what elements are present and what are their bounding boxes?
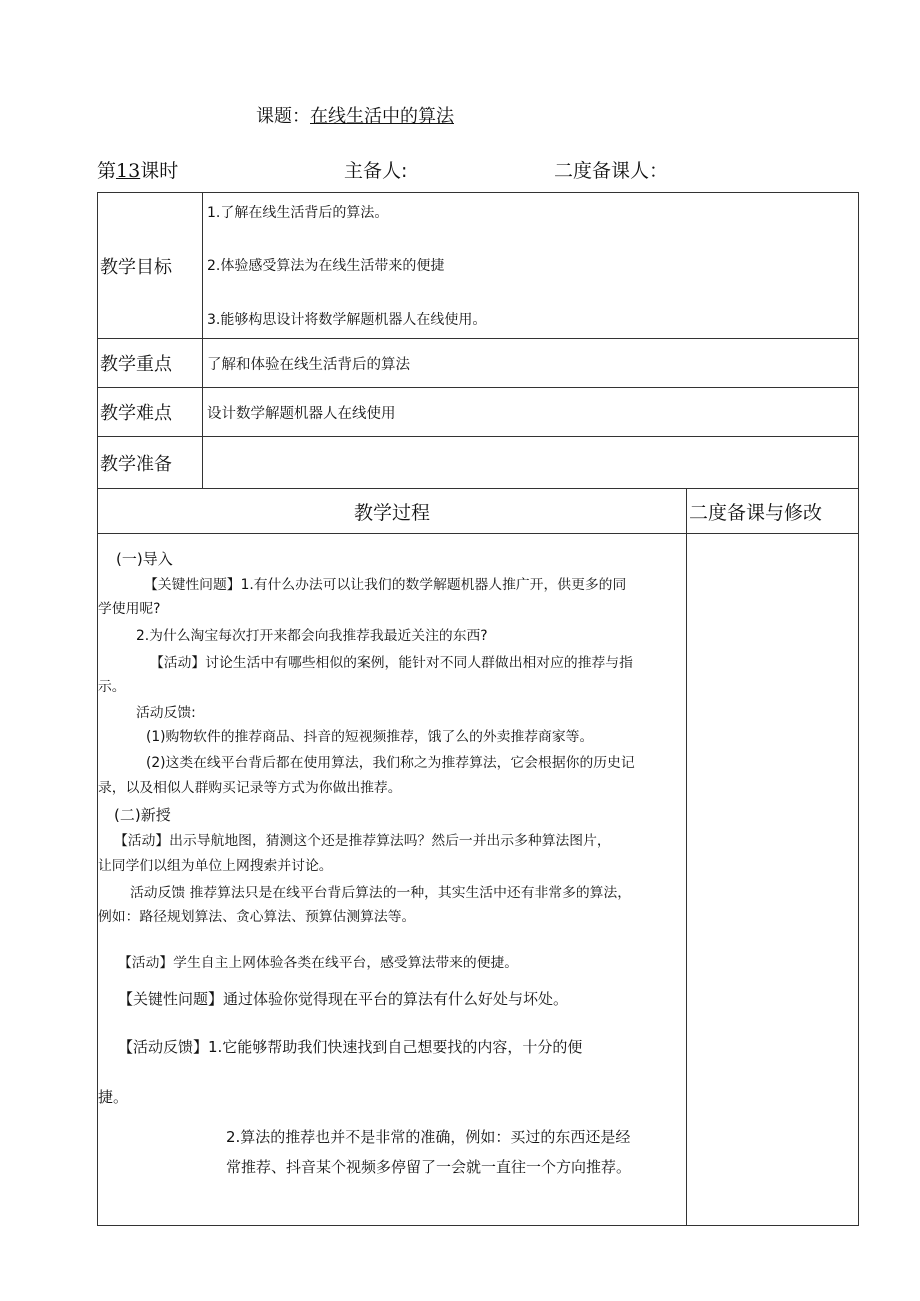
key-point-value: 了解和体验在线生活背后的算法	[203, 339, 859, 388]
key-question: 【关键性问题】1.有什么办法可以让我们的数学解题机器人推广开，供更多的同	[144, 577, 627, 593]
feedback: 【活动反馈】1.它能够帮助我们快速找到自己想要找的内容，十分的便	[118, 1038, 583, 1056]
feedback-cont: 捷。	[98, 1088, 129, 1106]
goal-item: 2.体验感受算法为在线生活带来的便捷	[207, 258, 445, 274]
goal-item: 1.了解在线生活背后的算法。	[207, 205, 389, 221]
feedback-cont: 例如：路径规划算法、贪心算法、预算估测算法等。	[98, 909, 416, 925]
difficulty-label: 教学难点	[98, 388, 203, 437]
goals-label: 教学目标	[98, 193, 203, 339]
lesson-plan-table	[97, 192, 859, 1226]
title-prefix: 课题：	[256, 106, 310, 127]
feedback-item-cont: 常推荐、抖音某个视频多停留了一会就一直往一个方向推荐。	[226, 1158, 632, 1176]
key-question: 2.为什么淘宝每次打开来都会向我推荐我最近关注的东西?	[136, 628, 488, 644]
activity-cont: 让同学们以组为单位上网搜索并讨论。	[98, 858, 333, 874]
key-question-cont: 学使用呢?	[98, 601, 161, 617]
lesson-suffix: 课时	[140, 160, 179, 182]
activity: 【活动】出示导航地图，猜测这个还是推荐算法吗？然后一并出示多种算法图片，	[114, 833, 611, 849]
revision-header: 二度备课与修改	[687, 489, 859, 534]
key-point-label: 教学重点	[98, 339, 203, 388]
feedback-item: (2)这类在线平台背后都在使用算法，我们称之为推荐算法，它会根据你的历史记	[146, 755, 635, 771]
lesson-prefix: 第	[97, 160, 117, 182]
difficulty-value: 设计数学解题机器人在线使用	[203, 388, 859, 437]
new-heading: (二)新授	[114, 806, 171, 824]
lesson-number	[97, 156, 178, 183]
title-topic: 在线生活中的算法	[310, 106, 454, 127]
intro-heading: (一)导入	[116, 550, 173, 568]
process-header: 教学过程	[98, 489, 687, 534]
feedback: 活动反馈 推荐算法只是在线平台背后算法的一种，其实生活中还有非常多的算法，	[130, 885, 632, 901]
lesson-title	[256, 102, 454, 128]
feedback-item: 2.算法的推荐也并不是非常的准确，例如：买过的东西还是经	[226, 1128, 631, 1146]
key-question: 【关键性问题】通过体验你觉得现在平台的算法有什么好处与坏处。	[118, 990, 569, 1008]
preparer-label: 主备人:	[344, 160, 408, 182]
lesson-number-value: 13	[116, 160, 141, 182]
feedback-item: (1)购物软件的推荐商品、抖音的短视频推荐，饿了么的外卖推荐商家等。	[146, 729, 594, 745]
feedback-item-cont: 录，以及相似人群购买记录等方式为你做出推荐。	[98, 780, 402, 796]
activity-cont: 示。	[98, 679, 126, 695]
activity: 【活动】讨论生活中有哪些相似的案例，能针对不同人群做出相对应的推荐与指	[150, 655, 633, 671]
process-content	[98, 534, 686, 1225]
preparation-label: 教学准备	[98, 437, 203, 489]
goal-item: 3.能够构思设计将数学解题机器人在线使用。	[207, 312, 487, 328]
activity: 【活动】学生自主上网体验各类在线平台，感受算法带来的便捷。	[118, 955, 519, 971]
feedback-label: 活动反馈:	[136, 705, 196, 721]
revision-cell	[687, 534, 859, 1226]
second-preparer-label: 二度备课人：	[554, 160, 669, 182]
process-cell	[98, 534, 687, 1226]
preparation-value	[203, 437, 859, 489]
goals-cell	[203, 193, 859, 339]
